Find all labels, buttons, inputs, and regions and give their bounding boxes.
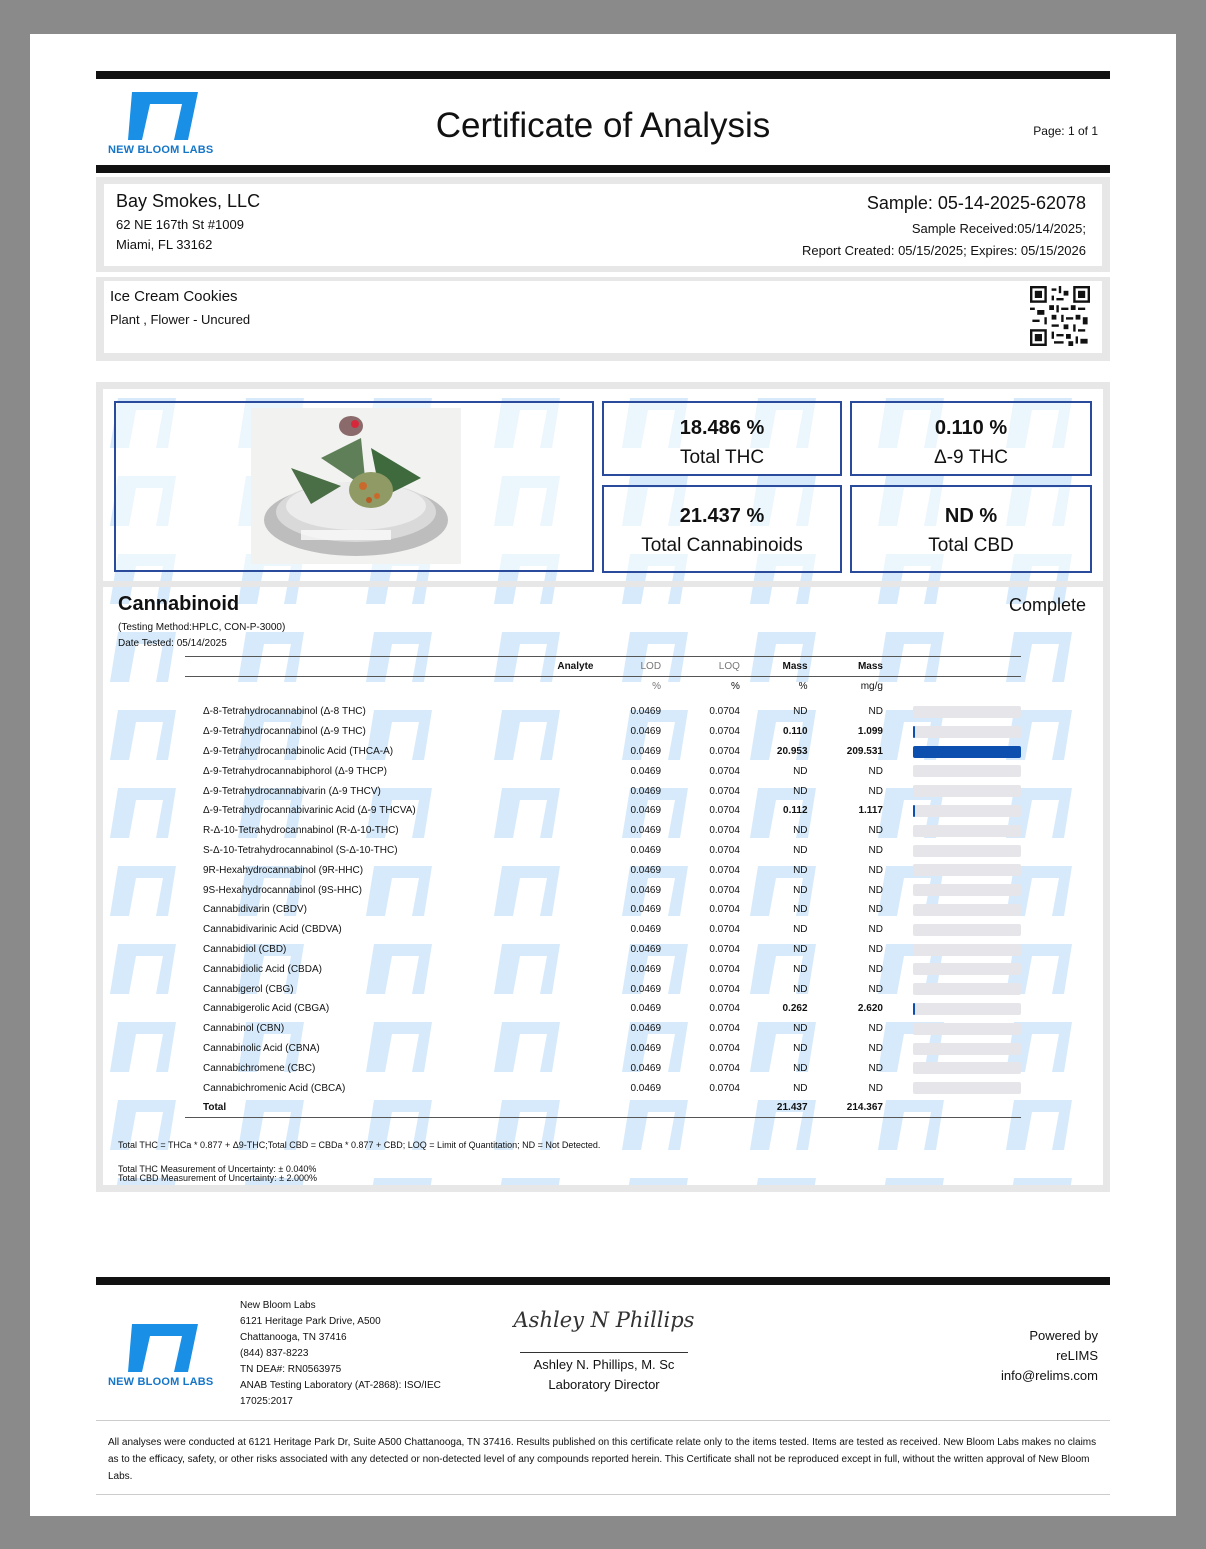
lod-cell: 0.0469 [630,963,662,975]
lab-accreditation1: ANAB Testing Laboratory (AT-2868): ISO/IEC [240,1380,441,1391]
table-units-row [185,676,1021,696]
result-bar-track [913,884,1021,896]
unit-loq: % [731,680,740,692]
result-bar-fill [913,805,915,817]
table-row [185,1078,1021,1098]
sample-photo-card [114,401,594,572]
table-row [185,761,1021,781]
lod-cell: 0.0469 [630,746,662,758]
mass-pct-cell: 0.110 [783,726,808,738]
mass-mg-cell: ND [868,983,883,995]
result-bar-fill [913,726,915,738]
lab-address1: 6121 Heritage Park Drive, A500 [240,1316,381,1327]
analyte-cell: 9S-Hexahydrocannabinol (9S-HHC) [203,884,362,896]
total-pct: 21.437 [776,1102,808,1114]
d9-thc-label: Δ-9 THC [934,447,1008,468]
result-bar-track [913,1062,1021,1074]
total-thc-value: 18.486 % [679,417,765,439]
total-label: Total [203,1102,227,1114]
analyte-cell: Δ-8-Tetrahydrocannabinol (Δ-8 THC) [203,706,366,718]
uncertainty-cbd: Total CBD Measurement of Uncertainty: ± 2.000% [118,1173,318,1183]
lod-cell: 0.0469 [630,706,662,718]
table-row [185,940,1021,960]
mass-mg-cell: 1.117 [858,805,883,817]
mass-mg-cell: ND [868,706,883,718]
loq-cell: 0.0704 [709,884,740,896]
signature-script: Ashley N Phillips [513,1308,695,1332]
mass-mg-cell: 2.620 [857,1003,883,1015]
total-cannabinoids-label: Total Cannabinoids [641,535,803,556]
mass-mg-cell: ND [868,785,883,797]
result-bar-track [913,944,1021,956]
result-bar-track [913,845,1021,857]
analyte-cell: Δ-9-Tetrahydrocannabinol (Δ-9 THC) [203,726,366,738]
lod-cell: 0.0469 [630,805,662,817]
lod-cell: 0.0469 [630,983,662,995]
signer-title: Laboratory Director [548,1377,660,1392]
unit-mass-pct: % [798,680,808,692]
mass-pct-cell: ND [793,825,808,837]
table-header-row [185,657,1021,677]
report-dates: Report Created: 05/15/2025; Expires: 05/15/2026 [801,243,1086,258]
table-row [185,920,1021,940]
table-row [185,979,1021,999]
page-title: Certificate of Analysis [435,106,771,145]
qr-code-icon[interactable] [1030,286,1090,346]
total-cannabinoids-value: 21.437 % [679,505,765,527]
analyte-cell: Cannabidiol (CBD) [203,944,287,956]
table-row [185,880,1021,900]
testing-method: (Testing Method:HPLC, CON-P-3000) [118,622,286,633]
mass-mg-cell: 1.099 [857,726,883,738]
loq-cell: 0.0704 [709,746,740,758]
mass-pct-cell: ND [793,706,808,718]
calc-note: Total THC = THCa * 0.877 + Δ9-THC;Total CBD = CBDa * 0.877 + CBD; LOQ = Limit of Quantitation; ND = Not Detected. [118,1140,601,1150]
result-bar-track [913,963,1021,975]
analyte-cell: Cannabinol (CBN) [203,1023,285,1035]
analyte-cell: Δ-9-Tetrahydrocannabiphorol (Δ-9 THCP) [203,765,387,777]
table-row [185,1058,1021,1078]
lab-dea: TN DEA#: RN0563975 [240,1364,342,1375]
lod-cell: 0.0469 [630,1043,662,1055]
footer-logo-icon [120,1324,198,1372]
analyte-cell: Δ-9-Tetrahydrocannabivarinic Acid (Δ-9 THCVA) [203,805,416,817]
table-row [185,742,1021,762]
total-mg: 214.367 [846,1102,883,1114]
client-street: 62 NE 167th St #1009 [116,217,244,232]
table-row [185,702,1021,722]
lod-cell: 0.0469 [630,904,662,916]
mass-pct-cell: 20.953 [776,746,808,758]
client-name: Bay Smokes, LLC [116,191,261,211]
total-cbd-card [850,485,1092,573]
mass-pct-cell: ND [793,924,808,936]
signature-line [520,1352,688,1353]
mass-mg-cell: ND [868,864,883,876]
result-bar-track [913,1023,1021,1035]
mass-pct-cell: ND [793,1023,808,1035]
client-city: Miami, FL 33162 [116,237,213,252]
mass-pct-cell: ND [793,864,808,876]
analyte-cell: R-Δ-10-Tetrahydrocannabinol (R-Δ-10-THC) [203,825,399,837]
total-cannabinoids-card [602,485,842,573]
result-bar-track [913,765,1021,777]
disclaimer-top-rule [96,1420,1110,1421]
lod-cell: 0.0469 [630,845,662,857]
result-bar-track [913,746,1021,758]
analyte-cell: Cannabichromenic Acid (CBCA) [203,1082,346,1094]
loq-cell: 0.0704 [709,1003,740,1015]
mass-mg-cell: ND [868,845,883,857]
analyte-cell: Cannabidiolic Acid (CBDA) [203,963,322,975]
loq-cell: 0.0704 [709,1062,740,1074]
mass-mg-cell: 209.531 [846,746,883,758]
loq-cell: 0.0704 [709,765,740,777]
sample-photo-icon[interactable] [251,408,461,564]
loq-cell: 0.0704 [709,805,740,817]
loq-cell: 0.0704 [709,1023,740,1035]
col-analyte: Analyte [557,660,594,672]
sample-id: Sample: 05-14-2025-62078 [866,193,1086,213]
top-rule [96,71,1110,79]
lab-info [240,1298,441,1410]
result-bar-track [913,1082,1021,1094]
unit-mass-mg: mg/g [860,680,883,692]
disclaimer-bottom-rule [96,1494,1110,1495]
loq-cell: 0.0704 [709,706,740,718]
table-row [185,841,1021,861]
analyte-cell: S-Δ-10-Tetrahydrocannabinol (S-Δ-10-THC) [203,845,398,857]
table-row [185,900,1021,920]
loq-cell: 0.0704 [709,924,740,936]
lab-logo-text: NEW BLOOM LABS [108,144,214,156]
col-loq: LOQ [718,660,740,672]
table-row [185,821,1021,841]
col-mass-mg: Mass [857,660,883,672]
result-bar-track [913,904,1021,916]
lod-cell: 0.0469 [630,1003,662,1015]
mass-mg-cell: ND [868,1062,883,1074]
result-bar-track [913,1043,1021,1055]
mass-pct-cell: 0.262 [782,1003,808,1015]
certificate-page [30,34,1176,1516]
loq-cell: 0.0704 [709,845,740,857]
lab-accreditation2: 17025:2017 [240,1396,293,1407]
col-lod: LOD [640,660,662,672]
loq-cell: 0.0704 [709,1043,740,1055]
mass-pct-cell: ND [793,1043,808,1055]
mass-pct-cell: ND [793,1082,808,1094]
lod-cell: 0.0469 [630,884,662,896]
loq-cell: 0.0704 [709,944,740,956]
mass-pct-cell: ND [793,944,808,956]
lod-cell: 0.0469 [630,765,662,777]
loq-cell: 0.0704 [709,983,740,995]
lod-cell: 0.0469 [630,1082,662,1094]
lod-cell: 0.0469 [630,944,662,956]
lab-address2: Chattanooga, TN 37416 [240,1332,347,1343]
unit-lod: % [652,680,662,692]
product-name: Ice Cream Cookies [110,288,238,305]
mass-mg-cell: ND [868,825,883,837]
table-row [185,1019,1021,1039]
powered-by [1001,1326,1098,1386]
footer-rule [96,1277,1110,1285]
result-bar-track [913,785,1021,797]
result-bar-track [913,924,1021,936]
analyte-cell: Δ-9-Tetrahydrocannabinolic Acid (THCA-A) [203,746,394,758]
analyte-cell: Cannabidivarinic Acid (CBDVA) [203,924,342,936]
lod-cell: 0.0469 [630,825,662,837]
lod-cell: 0.0469 [630,726,662,738]
powered-line2: reLIMS [1056,1348,1098,1363]
table-row [185,801,1021,821]
loq-cell: 0.0704 [709,904,740,916]
mass-mg-cell: ND [868,1082,883,1094]
lod-cell: 0.0469 [630,1062,662,1074]
d9-thc-card [850,401,1092,476]
loq-cell: 0.0704 [709,963,740,975]
lod-cell: 0.0469 [630,864,662,876]
lab-phone: (844) 837-8223 [240,1348,309,1359]
result-bar-track [913,825,1021,837]
lab-name: New Bloom Labs [240,1300,316,1311]
mass-pct-cell: ND [793,1062,808,1074]
header-rule [96,165,1110,173]
total-thc-card [602,401,842,476]
total-cbd-label: Total CBD [928,535,1014,556]
mass-pct-cell: ND [793,983,808,995]
result-bar-track [913,805,1021,817]
result-bar-track [913,706,1021,718]
table-row [185,999,1021,1019]
powered-line1: Powered by [1029,1328,1098,1343]
footer-logo [108,1324,228,1394]
sample-received: Sample Received:05/14/2025; [911,221,1086,236]
result-bar-track [913,983,1021,995]
result-bar-track [913,864,1021,876]
results-table [185,656,1021,1118]
table-row [185,959,1021,979]
page-number: Page: 1 of 1 [1033,124,1098,138]
mass-mg-cell: ND [868,1023,883,1035]
table-row [185,860,1021,880]
col-mass-pct: Mass [782,660,808,672]
table-row [185,1039,1021,1059]
table-row [185,722,1021,742]
mass-mg-cell: ND [868,944,883,956]
result-bar-fill [913,1003,915,1015]
total-row [185,1098,1021,1118]
signer-name: Ashley N. Phillips, M. Sc [533,1357,675,1372]
mass-mg-cell: ND [868,1043,883,1055]
powered-email[interactable]: info@relims.com [1001,1368,1098,1383]
product-matrix: Plant , Flower - Uncured [110,312,251,327]
result-bar-track [913,1003,1021,1015]
footer-logo-text: NEW BLOOM LABS [108,1376,214,1388]
result-bar-fill [913,746,1021,758]
mass-pct-cell: ND [793,845,808,857]
mass-mg-cell: ND [868,884,883,896]
result-bar-track [913,726,1021,738]
analyte-cell: 9R-Hexahydrocannabinol (9R-HHC) [203,864,364,876]
mass-pct-cell: ND [793,884,808,896]
analyte-cell: Cannabinolic Acid (CBNA) [203,1043,320,1055]
loq-cell: 0.0704 [709,1082,740,1094]
analyte-cell: Cannabigerolic Acid (CBGA) [203,1003,330,1015]
lod-cell: 0.0469 [630,1023,662,1035]
date-tested: Date Tested: 05/14/2025 [118,638,227,649]
section-title: Cannabinoid [118,593,240,615]
mass-pct-cell: ND [793,963,808,975]
loq-cell: 0.0704 [709,864,740,876]
mass-mg-cell: ND [868,924,883,936]
lod-cell: 0.0469 [630,785,662,797]
mass-mg-cell: ND [868,963,883,975]
mass-mg-cell: ND [868,765,883,777]
analyte-cell: Cannabichromene (CBC) [203,1062,316,1074]
total-cbd-value: ND % [944,505,998,527]
disclaimer: All analyses were conducted at 6121 Heritage Park Dr, Suite A500 Chattanooga, TN 37416. Results published on this certificate relate only to the items tested. Items are tested as received. New Bloom Labs makes no claims as to the efficacy, safety, or other risks associated with any detected or non-detected level of any compounds reported herein. This Certificate shall not be reproduced except in full, without the written approval of New Bloom Labs. [108,1437,1097,1482]
lod-cell: 0.0469 [630,924,662,936]
table-row [185,781,1021,801]
analyte-cell: Cannabidivarin (CBDV) [203,904,307,916]
total-thc-label: Total THC [679,447,765,468]
loq-cell: 0.0704 [709,785,740,797]
mass-pct-cell: 0.112 [783,805,808,817]
uncertainty-thc: Total THC Measurement of Uncertainty: ± 0.040% [118,1164,317,1174]
loq-cell: 0.0704 [709,726,740,738]
analyte-cell: Cannabigerol (CBG) [203,983,294,995]
mass-pct-cell: ND [793,904,808,916]
mass-pct-cell: ND [793,765,808,777]
d9-thc-value: 0.110 % [934,417,1008,439]
loq-cell: 0.0704 [709,825,740,837]
section-status: Complete [1008,595,1086,615]
analyte-cell: Δ-9-Tetrahydrocannabivarin (Δ-9 THCV) [203,785,381,797]
mass-mg-cell: ND [868,904,883,916]
mass-pct-cell: ND [793,785,808,797]
